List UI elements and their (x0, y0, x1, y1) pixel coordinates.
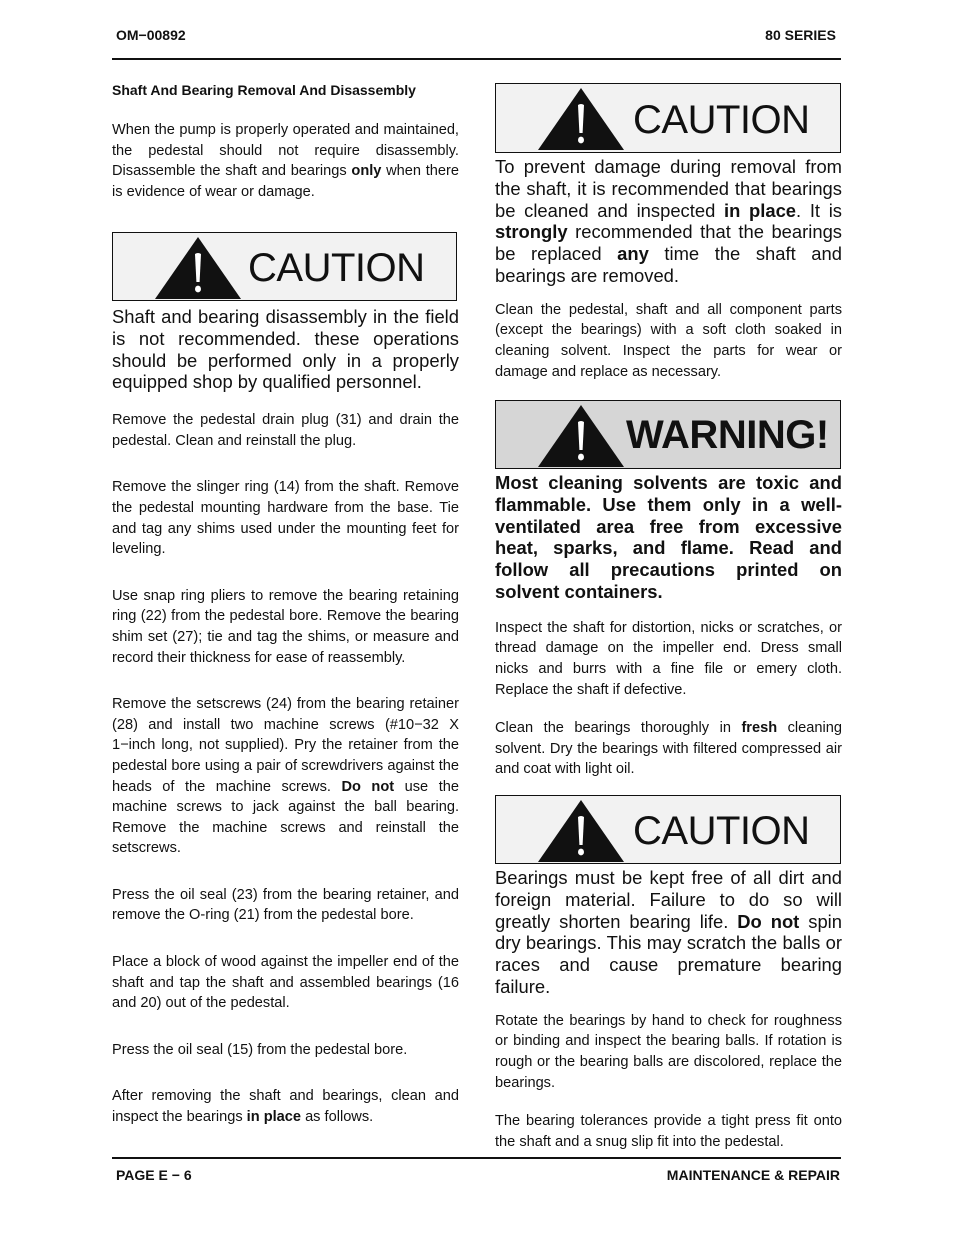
paragraph-retaining-ring: Use snap ring pliers to remove the bearing retaining ring (22) from the pedestal bore. Remove the bearing shim set (27); tie and tag the shims, or measure and record their thickness for ease of reassembly. (112, 587, 459, 666)
paragraph-setscrews: Remove the setscrews (24) from the bearing retainer (28) and install two machine screws (#10−32 X 1−inch long, not supplied). Pry the retainer from the pedestal bore using a pair of screwdrivers against the heads of the machine screws. Do not use the machine screws to jack against the ball bearing. Remove the machine screws and reinstall the setscrews. (112, 696, 459, 857)
caution-label: CAUTION (248, 246, 425, 290)
paragraph-inspect-shaft: Inspect the shaft for distortion, nicks or scratches, or thread damage on the impeller end. Dress small nicks and burrs with a fine file or emery cloth. Replace the shaft if defective. (495, 619, 842, 698)
intro-paragraph: When the pump is properly operated and maintained, the pedestal should not require disassembly. Disassemble the shaft and bearings only when there is evidence of wear or damage. (112, 122, 459, 200)
paragraph-slinger-ring: Remove the slinger ring (14) from the shaft. Remove the pedestal mounting hardware from the base. Tie and tag any shims used under the mounting feet for leveling. (112, 479, 459, 558)
caution-label: CAUTION (633, 809, 810, 853)
caution-sign-2 (495, 83, 841, 153)
left-column (112, 82, 459, 202)
warning-triangle-icon (153, 236, 243, 300)
caution-text-1: Shaft and bearing disassembly in the field is not recommended. these operations should be performed only in a properly equipped shop by qualified personnel. (112, 306, 459, 393)
right-column-middle (495, 472, 842, 780)
paragraph-after-removing: After removing the shaft and bearings, clean and inspect the bearings in place as follows. (112, 1088, 459, 1126)
left-column-lower (112, 306, 459, 1128)
warning-triangle-icon (536, 799, 626, 863)
caution-text-3: Bearings must be kept free of all dirt and foreign material. Failure to do so will greatly shorten bearing life. Do not spin dry bearings. This may scratch the balls or races and cause premature bearing failure. (495, 867, 842, 997)
right-column-upper (495, 156, 842, 382)
warning-sign (495, 400, 841, 469)
paragraph-clean-pedestal: Clean the pedestal, shaft and all component parts (except the bearings) with a soft cloth soaked in cleaning solvent. Inspect the parts for wear or damage and replace as necessary. (495, 301, 842, 380)
paragraph-rotate-bearings: Rotate the bearings by hand to check for roughness or binding and inspect the bearing balls. If rotation is rough or the bearing balls are discolored, replace the bearings. (495, 1012, 842, 1091)
warning-triangle-icon (536, 87, 626, 151)
paragraph-block-of-wood: Place a block of wood against the impeller end of the shaft and tap the shaft and assembled bearings (16 and 20) out of the pedestal. (112, 954, 459, 1012)
warning-triangle-icon (536, 404, 626, 468)
warning-label: WARNING! (626, 413, 829, 457)
paragraph-oil-seal-23: Press the oil seal (23) from the bearing retainer, and remove the O-ring (21) from the pedestal bore. (112, 886, 459, 924)
document-number: OM−00892 (116, 27, 186, 43)
series-label: 80 SERIES (765, 27, 836, 43)
section-name: MAINTENANCE & REPAIR (666, 1167, 840, 1183)
footer-rule (112, 1157, 841, 1159)
warning-text: Most cleaning solvents are toxic and flammable. Use them only in a well-ventilated area free from excessive heat, sparks, and flame. Read and follow all precautions printed on solvent containers. (495, 472, 842, 602)
paragraph-clean-bearings: Clean the bearings thoroughly in fresh cleaning solvent. Dry the bearings with filtered compressed air and coat with light oil. (495, 720, 842, 778)
paragraph-oil-seal-15: Press the oil seal (15) from the pedestal bore. (112, 1041, 408, 1058)
paragraph-tolerances: The bearing tolerances provide a tight press fit onto the shaft and a snug slip fit into the pedestal. (495, 1113, 842, 1150)
header-rule (112, 58, 841, 60)
caution-sign-3 (495, 795, 841, 864)
right-column-lower (495, 867, 842, 1152)
page-number: PAGE E − 6 (116, 1167, 192, 1183)
section-heading: Shaft And Bearing Removal And Disassembly (112, 82, 416, 98)
caution-text-2: To prevent damage during removal from the shaft, it is recommended that bearings be cleaned and inspected in place. It is strongly recommended that the bearings be replaced any time the shaft and bearings are removed. (495, 156, 842, 286)
caution-label: CAUTION (633, 98, 810, 142)
paragraph-drain-plug: Remove the pedestal drain plug (31) and drain the pedestal. Clean and reinstall the plug. (112, 412, 459, 449)
caution-sign-1 (112, 232, 457, 301)
